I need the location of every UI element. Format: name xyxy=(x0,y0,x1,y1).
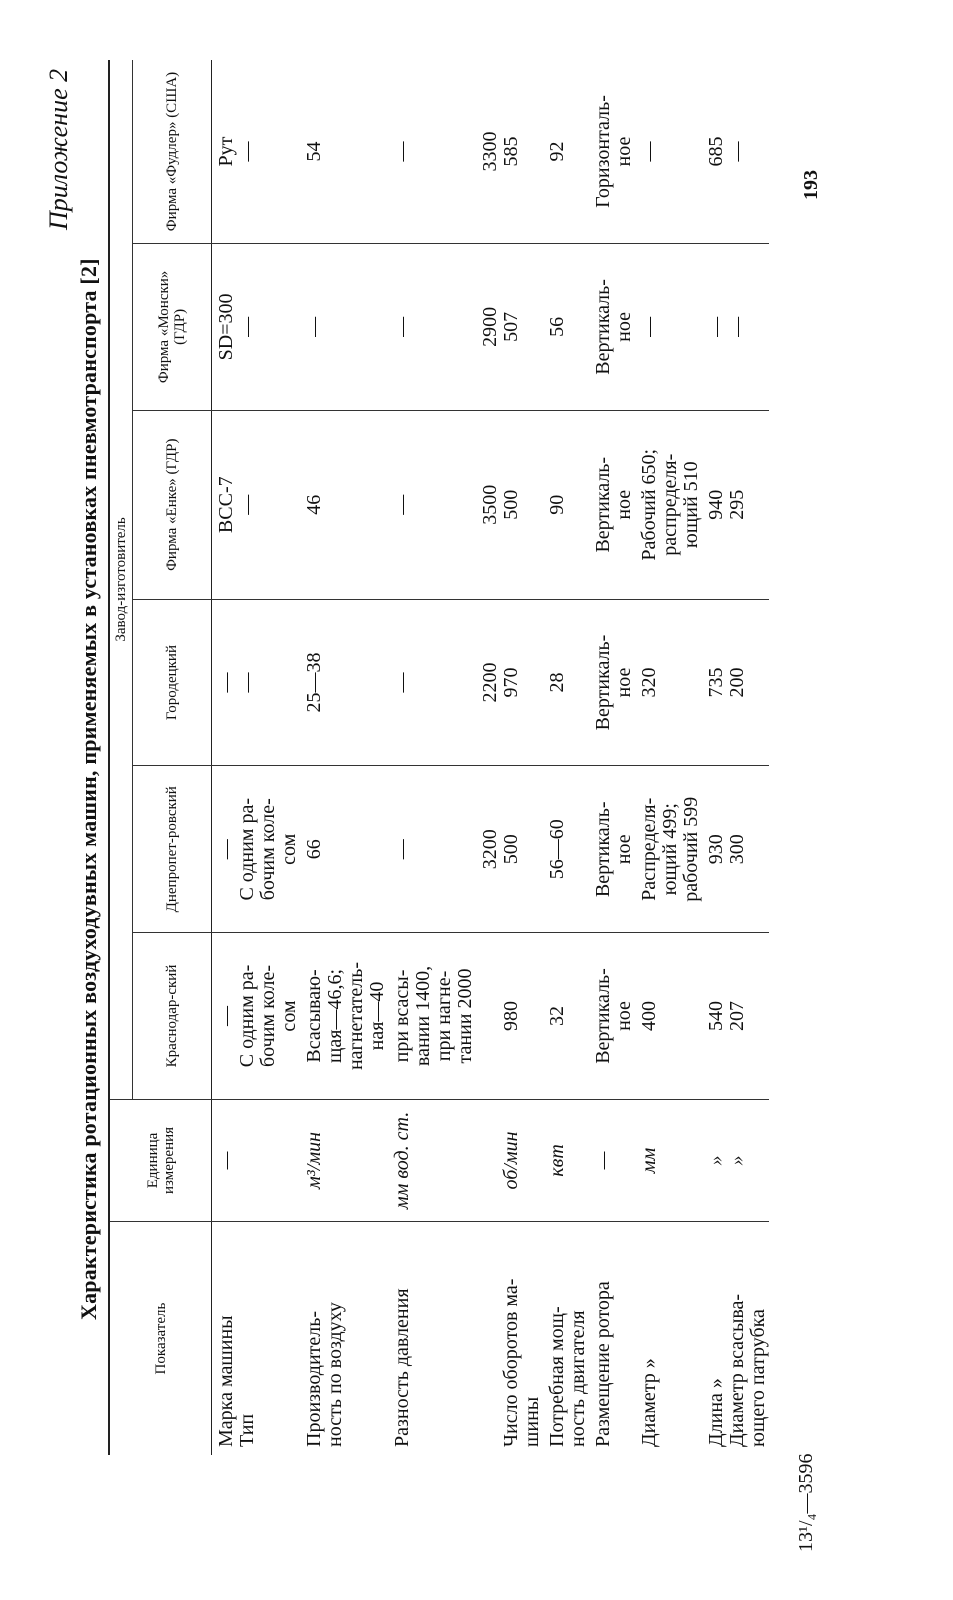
value-cell-monski xyxy=(589,244,635,411)
unit-cell xyxy=(702,1099,769,1221)
value-cell-jenke-line: 3500 xyxy=(479,484,501,525)
value-cell-jenke xyxy=(589,410,635,599)
value-cell-dnepropetrovsk xyxy=(300,766,388,933)
value-cell-monski xyxy=(388,244,476,411)
value-cell-fudler-line: 685 xyxy=(705,136,727,167)
value-cell-dnepropetrovsk-line: С одним ра- xyxy=(236,798,258,901)
value-cell-krasnodar-line: бочим коле- xyxy=(257,964,279,1067)
value-cell-krasnodar xyxy=(635,933,702,1100)
value-cell-monski-line: — xyxy=(391,316,413,337)
value-cell-dnepropetrovsk-line: 500 xyxy=(500,834,522,865)
param-cell xyxy=(635,1222,702,1455)
unit-cell xyxy=(300,1099,388,1221)
value-cell-gorodets xyxy=(212,599,301,766)
value-cell-dnepropetrovsk-line: 930 xyxy=(705,834,727,865)
param-cell-line: Размещение ротора xyxy=(592,1281,614,1447)
value-cell-jenke-line: ВСС-7 xyxy=(215,476,237,534)
unit-cell-line: — xyxy=(592,1151,614,1170)
value-cell-monski-line: — xyxy=(236,316,258,337)
value-cell-fudler xyxy=(300,60,388,244)
value-cell-krasnodar xyxy=(300,933,388,1100)
unit-cell xyxy=(476,1099,543,1221)
value-cell-krasnodar-line: 980 xyxy=(500,1000,522,1031)
value-cell-jenke xyxy=(635,410,702,599)
value-cell-gorodets-line: ное xyxy=(613,667,635,698)
unit-cell-line: » xyxy=(705,1155,727,1166)
param-cell-line: Число оборотов ма- xyxy=(500,1278,522,1447)
value-cell-gorodets-line: 25—38 xyxy=(303,652,325,713)
table-row xyxy=(300,60,388,1455)
value-cell-monski xyxy=(300,244,388,411)
param-cell-line xyxy=(480,1230,501,1447)
value-cell-monski-line: — xyxy=(638,316,660,337)
value-cell-jenke xyxy=(543,410,589,599)
unit-cell xyxy=(589,1099,635,1221)
header-col-gorodets: Городецкий xyxy=(133,599,212,766)
page-number: 193 xyxy=(800,170,822,200)
value-cell-krasnodar xyxy=(388,933,476,1100)
param-cell-line: шины xyxy=(521,1396,543,1447)
value-cell-monski-line: 2900 xyxy=(479,306,501,347)
value-cell-dnepropetrovsk-line: рабочий 599 xyxy=(680,796,702,902)
value-cell-monski xyxy=(702,244,769,411)
unit-cell xyxy=(543,1099,589,1221)
param-cell-line: Тип xyxy=(236,1413,258,1447)
value-cell-krasnodar xyxy=(212,933,301,1100)
value-cell-jenke-line: 46 xyxy=(303,494,325,515)
unit-cell-line xyxy=(237,1108,258,1213)
param-cell xyxy=(476,1222,543,1455)
appendix-label: Приложение 2 xyxy=(44,68,73,230)
value-cell-krasnodar-line: при нагне- xyxy=(433,970,455,1062)
value-cell-monski-line: — xyxy=(705,316,727,337)
value-cell-jenke-line: — xyxy=(391,494,413,515)
value-cell-jenke-line: ющий 510 xyxy=(680,461,702,549)
value-cell-dnepropetrovsk-line: Вертикаль- xyxy=(592,801,614,898)
value-cell-fudler-line: — xyxy=(391,141,413,162)
unit-cell xyxy=(388,1099,476,1221)
value-cell-fudler xyxy=(476,60,543,244)
value-cell-monski xyxy=(476,244,543,411)
value-cell-gorodets-line: — xyxy=(391,672,413,693)
value-cell-monski-line: 507 xyxy=(500,311,522,342)
value-cell-dnepropetrovsk xyxy=(476,766,543,933)
param-cell-line: ность двигателя xyxy=(567,1310,589,1447)
value-cell-fudler-line: 54 xyxy=(303,141,325,162)
value-cell-fudler xyxy=(589,60,635,244)
value-cell-dnepropetrovsk-line: — xyxy=(391,839,413,860)
value-cell-dnepropetrovsk xyxy=(635,766,702,933)
value-cell-jenke-line: ное xyxy=(613,489,635,520)
value-cell-krasnodar-line: ное xyxy=(613,1001,635,1031)
value-cell-krasnodar-line: вании 1400, xyxy=(412,965,434,1067)
value-cell-jenke-line: — xyxy=(236,494,258,515)
value-cell-jenke xyxy=(388,410,476,599)
value-cell-monski xyxy=(212,244,301,411)
value-cell-gorodets-line: — xyxy=(215,672,237,693)
header-col-jenke: Фирма «Енке» (ГДР) xyxy=(133,410,212,599)
unit-cell-line: квт xyxy=(546,1144,568,1177)
unit-cell xyxy=(635,1099,702,1221)
value-cell-dnepropetrovsk-line: — xyxy=(215,839,237,860)
param-cell-line: ность по воздуху xyxy=(324,1302,346,1447)
value-cell-krasnodar xyxy=(589,933,635,1100)
value-cell-monski-line: 56 xyxy=(546,316,568,337)
value-cell-jenke-line: 940 xyxy=(705,489,727,520)
value-cell-krasnodar-line: Всасываю- xyxy=(303,969,325,1063)
value-cell-krasnodar xyxy=(543,933,589,1100)
value-cell-gorodets-line: 320 xyxy=(638,667,660,698)
value-cell-dnepropetrovsk xyxy=(589,766,635,933)
value-cell-krasnodar-line: 207 xyxy=(726,1000,748,1031)
value-cell-dnepropetrovsk-line: ющий 499; xyxy=(659,803,681,896)
value-cell-gorodets-line: 2200 xyxy=(479,662,501,703)
unit-cell xyxy=(212,1099,301,1221)
param-cell-line: Длина » xyxy=(705,1378,727,1447)
unit-cell-line: м³/мин xyxy=(303,1131,325,1189)
table-body xyxy=(212,60,770,1455)
unit-cell-line: » xyxy=(726,1155,748,1166)
header-col-dnepropetrovsk: Днепропет-ровский xyxy=(133,766,212,933)
value-cell-gorodets-line: — xyxy=(236,672,258,693)
value-cell-dnepropetrovsk-line: 3200 xyxy=(479,829,501,870)
value-cell-gorodets xyxy=(476,599,543,766)
value-cell-fudler-line: ное xyxy=(613,136,635,167)
value-cell-monski-line: ное xyxy=(613,311,635,342)
header-param: Показатель xyxy=(109,1222,212,1455)
value-cell-fudler xyxy=(702,60,769,244)
value-cell-fudler-line: 92 xyxy=(546,141,568,162)
value-cell-jenke-line: 295 xyxy=(726,489,748,520)
value-cell-krasnodar-line: щая—46,6; xyxy=(324,968,346,1064)
value-cell-jenke-line: Рабочий 650; xyxy=(638,448,660,561)
param-cell-line: Потребная мощ- xyxy=(546,1306,568,1447)
value-cell-gorodets xyxy=(635,599,702,766)
value-cell-monski-line: SD=300 xyxy=(215,293,237,361)
value-cell-dnepropetrovsk xyxy=(388,766,476,933)
value-cell-dnepropetrovsk xyxy=(212,766,301,933)
value-cell-krasnodar-line: 32 xyxy=(546,1005,568,1026)
table-row xyxy=(589,60,635,1455)
value-cell-gorodets xyxy=(300,599,388,766)
value-cell-fudler-line: — xyxy=(726,141,748,162)
value-cell-jenke-line: 90 xyxy=(546,494,568,515)
value-cell-fudler xyxy=(635,60,702,244)
value-cell-krasnodar xyxy=(476,933,543,1100)
value-cell-dnepropetrovsk-line: 66 xyxy=(303,839,325,860)
unit-cell-line: мм вод. ст. xyxy=(391,1111,413,1210)
unit-cell-line: об/мин xyxy=(500,1131,522,1190)
value-cell-fudler-line: Горизонталь- xyxy=(592,95,614,208)
value-cell-jenke xyxy=(476,410,543,599)
table-row xyxy=(476,60,543,1455)
value-cell-monski xyxy=(635,244,702,411)
value-cell-dnepropetrovsk-line: Распределя- xyxy=(638,797,660,901)
param-cell-line: Диаметр всасыва- xyxy=(726,1293,748,1447)
value-cell-gorodets-line: 28 xyxy=(546,672,568,693)
value-cell-jenke-line: Вертикаль- xyxy=(592,456,614,553)
header-col-krasnodar: Краснодар-ский xyxy=(133,933,212,1100)
value-cell-fudler-line: — xyxy=(236,141,258,162)
value-cell-fudler-line: — xyxy=(638,141,660,162)
value-cell-krasnodar-line: С одним ра- xyxy=(236,964,258,1068)
value-cell-gorodets xyxy=(388,599,476,766)
param-cell xyxy=(212,1222,301,1455)
value-cell-gorodets xyxy=(702,599,769,766)
value-cell-gorodets-line: 970 xyxy=(500,667,522,698)
value-cell-dnepropetrovsk-line: 56—60 xyxy=(546,819,568,880)
value-cell-gorodets-line: 735 xyxy=(705,667,727,698)
header-unit: Единица измерения xyxy=(109,1099,212,1221)
value-cell-gorodets-line: Вертикаль- xyxy=(592,634,614,731)
value-cell-krasnodar xyxy=(702,933,769,1100)
table-row xyxy=(388,60,476,1455)
value-cell-gorodets xyxy=(543,599,589,766)
value-cell-dnepropetrovsk-line: 300 xyxy=(726,834,748,865)
value-cell-fudler-line: 585 xyxy=(500,136,522,167)
value-cell-monski xyxy=(543,244,589,411)
value-cell-fudler xyxy=(543,60,589,244)
param-cell-line: Диаметр » xyxy=(638,1358,660,1447)
param-cell xyxy=(388,1222,476,1455)
value-cell-fudler-line: 3300 xyxy=(479,131,501,172)
spec-table xyxy=(108,60,769,1455)
value-cell-monski-line: — xyxy=(726,316,748,337)
param-cell xyxy=(543,1222,589,1455)
value-cell-gorodets-line: 200 xyxy=(726,667,748,698)
value-cell-krasnodar-line: 540 xyxy=(705,1000,727,1031)
param-cell xyxy=(589,1222,635,1455)
footer-signature: 13¹/₄—3596 xyxy=(795,1453,817,1552)
value-cell-monski-line: Вертикаль- xyxy=(592,279,614,375)
value-cell-krasnodar-line: тании 2000 xyxy=(454,968,476,1064)
table-row xyxy=(635,60,702,1455)
value-cell-krasnodar-line: 400 xyxy=(638,1000,660,1031)
value-cell-krasnodar-line: при всасы- xyxy=(391,969,413,1063)
value-cell-fudler xyxy=(388,60,476,244)
header-col-fudler: Фирма «Фудлер» (США) xyxy=(133,60,212,244)
header-col-monski: Фирма «Монски» (ГДР) xyxy=(133,244,212,411)
unit-cell-line: — xyxy=(215,1151,237,1170)
value-cell-krasnodar-line: — xyxy=(215,1005,237,1026)
table-row xyxy=(212,60,301,1455)
value-cell-krasnodar-line: нагнетатель- xyxy=(345,961,367,1071)
value-cell-krasnodar-line: сом xyxy=(278,1000,300,1032)
value-cell-jenke xyxy=(300,410,388,599)
header-manufacturer-group: Завод-изготовитель xyxy=(109,60,133,1099)
unit-cell-line: мм xyxy=(638,1147,660,1174)
value-cell-dnepropetrovsk xyxy=(702,766,769,933)
table-row xyxy=(702,60,769,1455)
value-cell-jenke xyxy=(702,410,769,599)
value-cell-dnepropetrovsk-line: сом xyxy=(278,833,300,865)
table-row xyxy=(543,60,589,1455)
value-cell-dnepropetrovsk-line: ное xyxy=(613,834,635,865)
param-cell xyxy=(300,1222,388,1455)
param-cell-line: Производитель- xyxy=(303,1310,325,1447)
value-cell-monski-line: — xyxy=(303,316,325,337)
param-cell-line: Разность давления xyxy=(391,1288,413,1447)
param-cell-line: ющего патрубка xyxy=(747,1309,769,1447)
value-cell-fudler-line: Рут xyxy=(215,136,237,167)
value-cell-gorodets xyxy=(589,599,635,766)
value-cell-krasnodar-line xyxy=(480,941,501,1091)
value-cell-dnepropetrovsk-line: бочим коле- xyxy=(257,798,279,901)
value-cell-jenke-line: распределя- xyxy=(659,453,681,556)
param-cell-line: Марка машины xyxy=(215,1315,237,1447)
value-cell-krasnodar-line: ная—40 xyxy=(366,981,388,1051)
value-cell-jenke xyxy=(212,410,301,599)
table-title: Характеристика ротационных воздуходувных машин, применяемых в установках пневмотранспорта [2] xyxy=(76,258,101,1320)
value-cell-jenke-line: 500 xyxy=(500,489,522,520)
param-cell xyxy=(702,1222,769,1455)
value-cell-krasnodar-line: Вертикаль- xyxy=(592,968,614,1064)
value-cell-dnepropetrovsk xyxy=(543,766,589,933)
unit-cell-line xyxy=(480,1108,501,1213)
value-cell-fudler xyxy=(212,60,301,244)
